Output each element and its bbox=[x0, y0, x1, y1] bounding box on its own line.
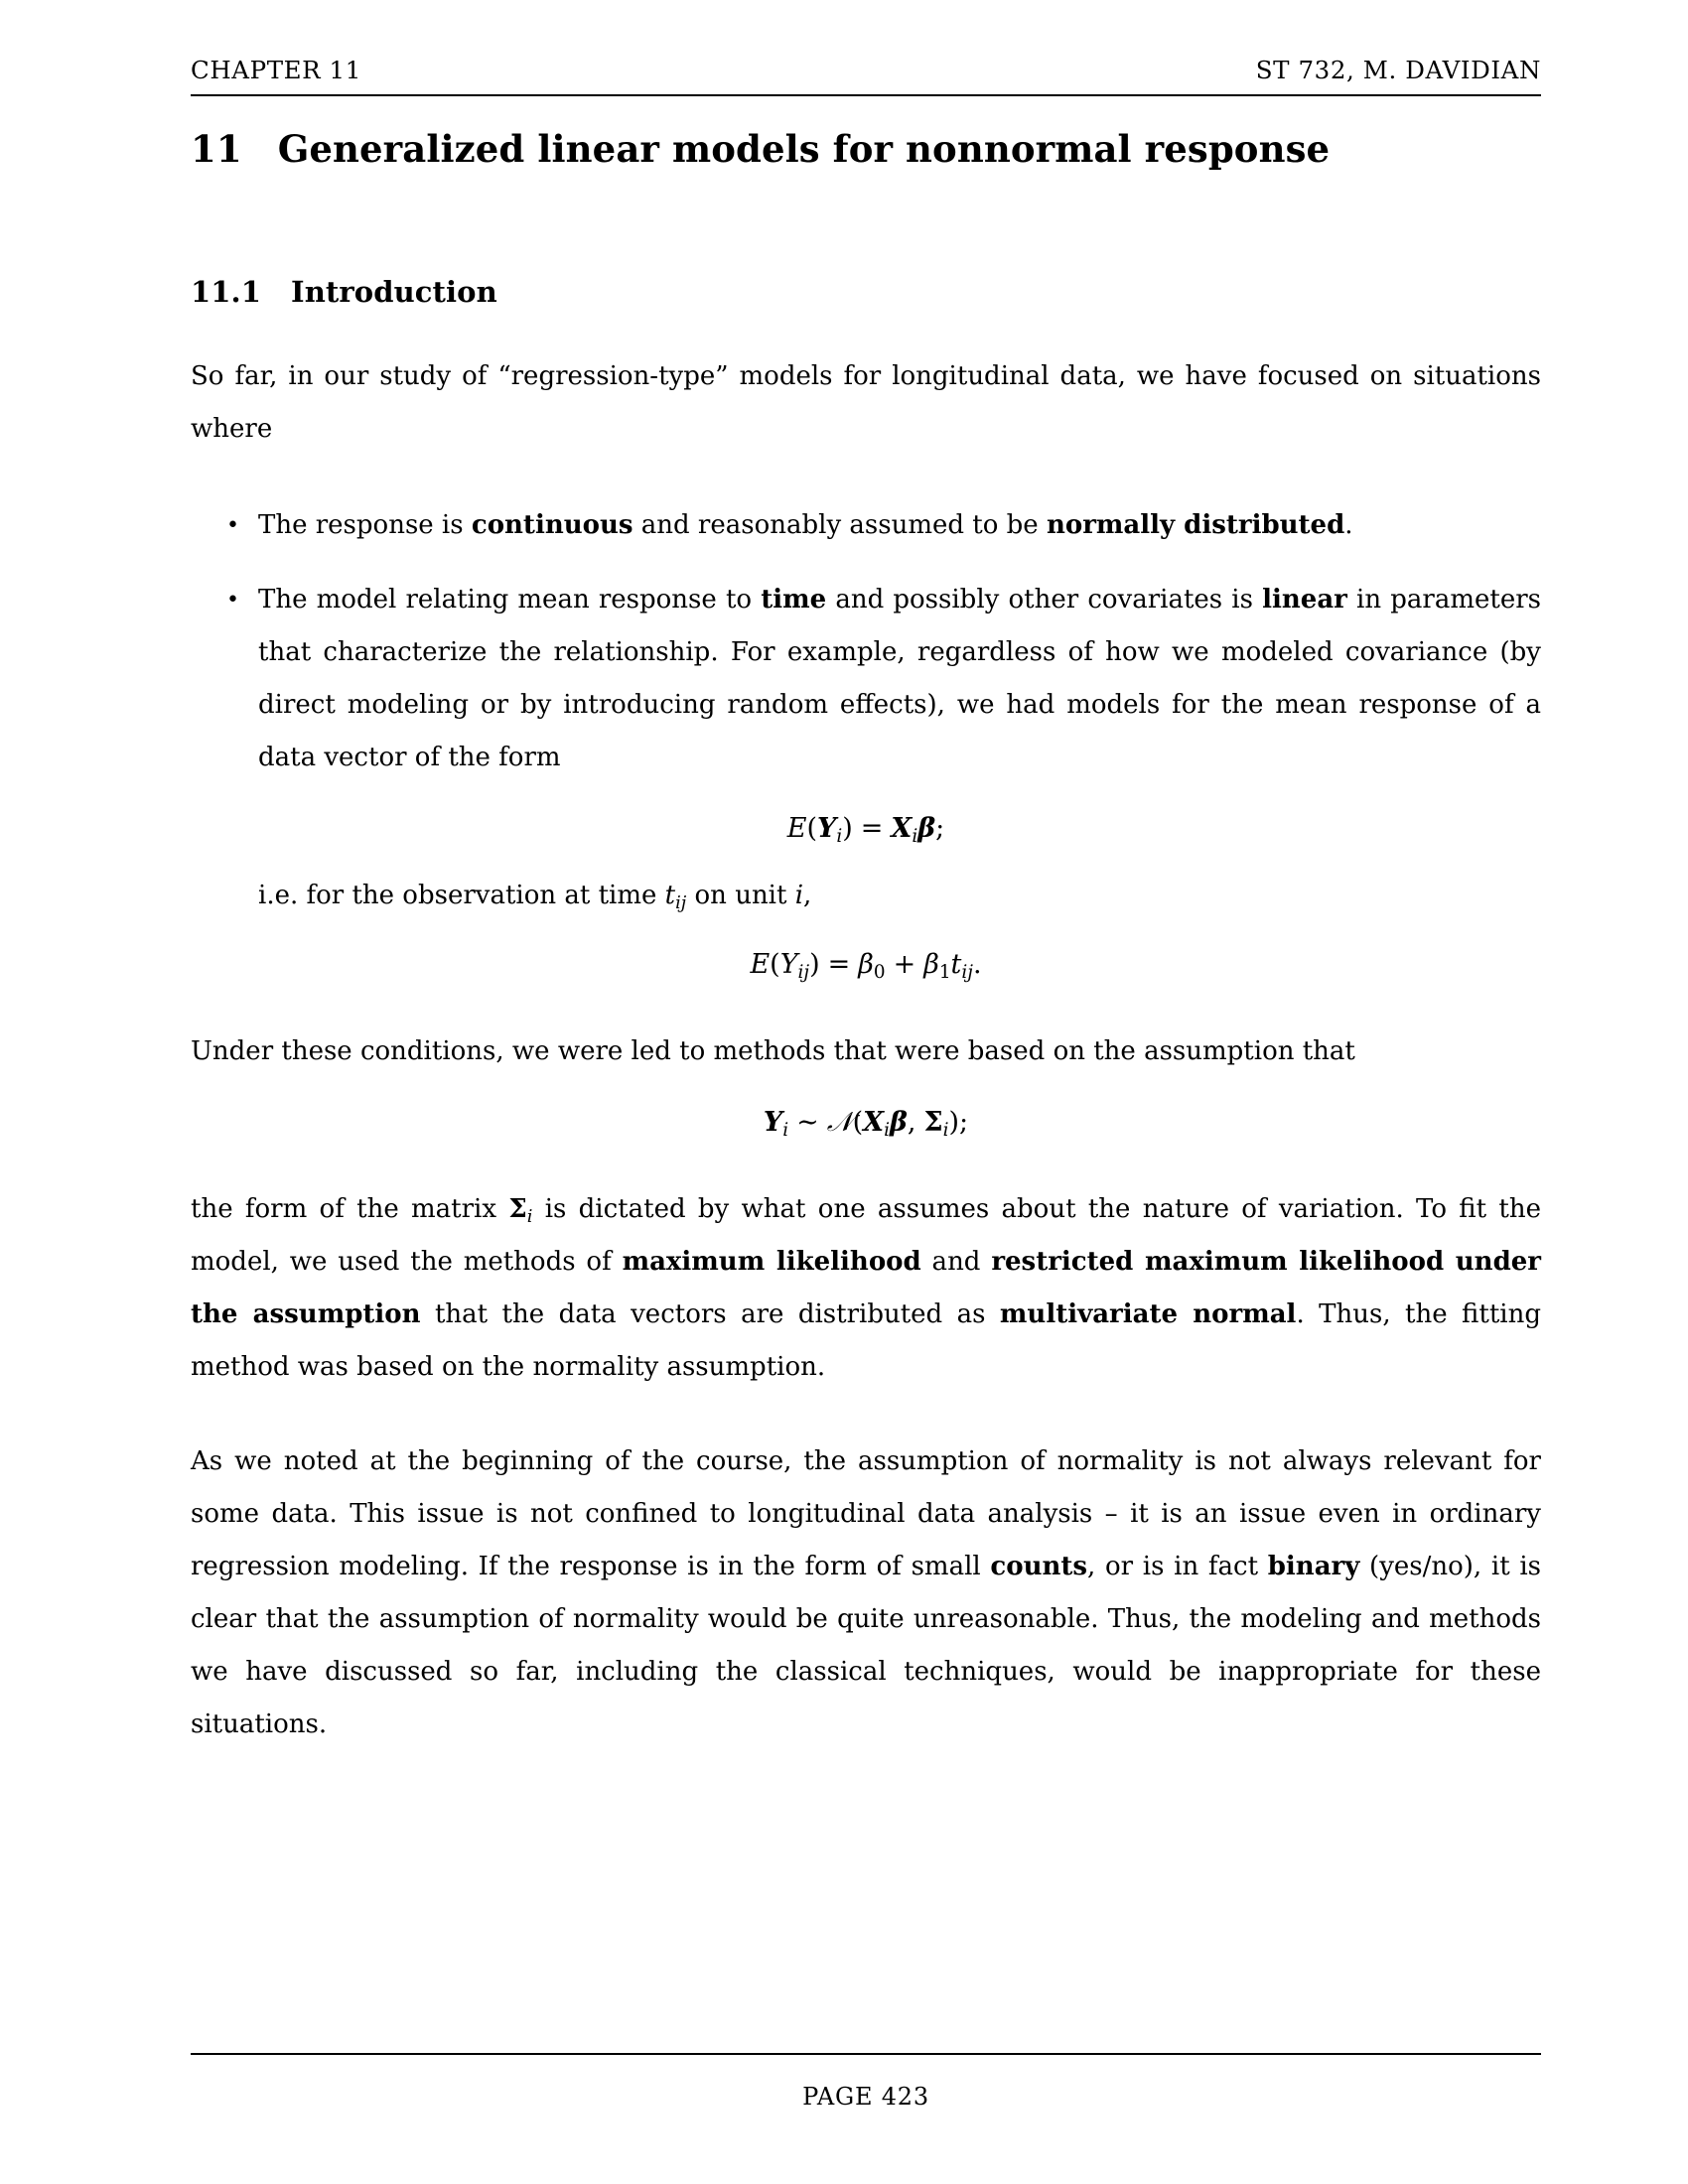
eq2-beta0: β bbox=[858, 949, 874, 981]
page-footer bbox=[191, 2053, 1541, 2111]
matrix-para-seg-7: that the data vectors are distributed as bbox=[420, 1298, 1000, 1329]
chapter-number: 11 bbox=[191, 127, 242, 171]
eq1-X: X bbox=[891, 813, 913, 845]
eq3-sim: ∼ bbox=[796, 1106, 819, 1138]
eq3-beta: β bbox=[889, 1106, 908, 1138]
bullet-2-bold-time: time bbox=[761, 585, 827, 615]
eq2-sub-0: 0 bbox=[873, 962, 886, 984]
bullet-2-seg-0: The model relating mean response to bbox=[258, 585, 762, 615]
page-number: PAGE 423 bbox=[802, 2083, 929, 2111]
intro-paragraph: So far, in our study of “regression-type” models for longitudinal data, we have focused on situations where bbox=[191, 361, 1541, 445]
eq1-beta: β bbox=[917, 813, 936, 845]
header-rule bbox=[191, 94, 1541, 96]
matrix-para-bold-reml: restricted maximum likelihood under the assumption bbox=[191, 1246, 1541, 1329]
eq2-t: t bbox=[950, 949, 962, 981]
eq2-E: E bbox=[750, 949, 771, 981]
eq3-comma: , bbox=[907, 1106, 916, 1138]
eq2-beta1: β bbox=[923, 949, 939, 981]
eq1-lparen: ( bbox=[806, 813, 818, 845]
matrix-form-paragraph bbox=[191, 1183, 1541, 1394]
eq3-sub-i3: i bbox=[942, 1119, 949, 1141]
matrix-para-bold-ml: maximum likelihood bbox=[622, 1246, 921, 1277]
matrix-para-seg-5: and bbox=[920, 1246, 992, 1277]
eq3-lparen: ( bbox=[852, 1106, 864, 1138]
eq3-cal-N: 𝒩 bbox=[826, 1106, 853, 1138]
eq3-Y: Y bbox=[763, 1106, 783, 1138]
bullet-1-seg-2: and reasonably assumed to be bbox=[633, 510, 1047, 541]
bullet-text-2 bbox=[258, 574, 1541, 784]
matrix-para-bold-mvn: multivariate normal bbox=[999, 1298, 1297, 1329]
bullet-1-seg-0: The response is bbox=[258, 510, 472, 541]
assumption-bullet-list bbox=[191, 499, 1541, 784]
matrix-para-sigma-sub: i bbox=[526, 1206, 533, 1227]
eq1-equals: = bbox=[860, 813, 884, 845]
page-title bbox=[191, 126, 1541, 172]
eq3-semicolon: ; bbox=[958, 1106, 969, 1138]
equation-mean-scalar bbox=[191, 946, 1541, 984]
normality-discussion-paragraph bbox=[191, 1435, 1541, 1751]
section-heading bbox=[191, 275, 1541, 309]
page-content bbox=[191, 56, 1541, 1751]
eq1-semicolon: ; bbox=[935, 813, 945, 845]
eq2-rparen: ) bbox=[809, 949, 820, 981]
section-title-text: Introduction bbox=[291, 275, 497, 310]
last-para-bold-binary: binary bbox=[1267, 1551, 1360, 1581]
bullet-1-seg-4: . bbox=[1344, 510, 1353, 541]
eq2-sub-ij2: ij bbox=[961, 962, 973, 984]
matrix-para-seg-9: . Thus, the fitting method was based on the normality assumption. bbox=[191, 1298, 1541, 1382]
eq1-E: E bbox=[786, 813, 807, 845]
eq1-Y: Y bbox=[817, 813, 837, 845]
observation-i: i bbox=[794, 881, 804, 911]
observation-suffix: , bbox=[803, 881, 812, 911]
eq2-period: . bbox=[972, 949, 982, 981]
section-number: 11.1 bbox=[191, 275, 262, 310]
list-item bbox=[191, 499, 1541, 552]
observation-sub-ij: ij bbox=[675, 892, 687, 913]
running-head bbox=[191, 56, 1541, 84]
last-para-seg-0: As we noted at the beginning of the course, the assumption of normality is not always relevant for some data. This issue is not confined to longitudinal data analysis – it is an issue even in ordinary regression modeling. If the response is in the form of small bbox=[191, 1445, 1541, 1581]
running-head-right: ST 732, M. DAVIDIAN bbox=[1255, 56, 1541, 84]
eq2-sub-1: 1 bbox=[938, 962, 951, 984]
observation-t: t bbox=[664, 881, 676, 911]
eq2-equals: = bbox=[827, 949, 851, 981]
observation-prefix: i.e. for the observation at time bbox=[258, 881, 665, 911]
last-para-bold-counts: counts bbox=[990, 1551, 1088, 1581]
footer-rule bbox=[191, 2053, 1541, 2055]
eq3-sub-i: i bbox=[782, 1119, 789, 1141]
bullet-icon: • bbox=[226, 513, 239, 539]
equation-mean-vector bbox=[191, 810, 1541, 848]
bullet-2-bold-linear: linear bbox=[1262, 585, 1347, 615]
eq3-Sigma: Σ bbox=[923, 1106, 943, 1138]
eq1-rparen: ) bbox=[842, 813, 853, 845]
last-para-seg-4: (yes/no), it is clear that the assumption of normality would be quite unreasonable. Thus, the modeling and methods we have discussed so far, including the classical techniques, would be inappropriate for these situations. bbox=[191, 1551, 1541, 1739]
eq1-sub-i2: i bbox=[912, 826, 918, 848]
eq2-Y: Y bbox=[779, 949, 798, 981]
matrix-para-sigma: Σ bbox=[508, 1193, 527, 1224]
eq2-sub-ij: ij bbox=[797, 962, 810, 984]
eq3-sub-i2: i bbox=[884, 1119, 890, 1141]
eq1-sub-i: i bbox=[836, 826, 843, 848]
eq2-plus: + bbox=[893, 949, 916, 981]
chapter-title-text: Generalized linear models for nonnormal response bbox=[277, 127, 1331, 171]
eq3-X: X bbox=[863, 1106, 885, 1138]
bullet-2-seg-2: and possibly other covariates is bbox=[826, 585, 1263, 615]
last-para-seg-2: , or is in fact bbox=[1087, 1551, 1268, 1581]
list-item bbox=[191, 574, 1541, 784]
bullet-1-bold-continuous: continuous bbox=[471, 510, 633, 541]
bullet-icon: • bbox=[226, 588, 239, 614]
running-head-left: CHAPTER 11 bbox=[191, 56, 361, 84]
eq2-lparen: ( bbox=[770, 949, 780, 981]
under-conditions-paragraph: Under these conditions, we were led to methods that were based on the assumption that bbox=[191, 1035, 1355, 1066]
observation-middle: on unit bbox=[686, 881, 795, 911]
bullet-2-seg-4: in parameters that characterize the relationship. For example, regardless of how we modeled covariance (by direct modeling or by introducing random effects), we had models for the mean response of a data vector of the form bbox=[258, 585, 1541, 773]
observation-note bbox=[191, 870, 1541, 922]
matrix-para-seg-0: the form of the matrix bbox=[191, 1193, 509, 1224]
eq3-rparen: ) bbox=[948, 1106, 959, 1138]
matrix-para-seg-3: is dictated by what one assumes about the nature of variation. To fit the model, we used the methods of bbox=[191, 1193, 1541, 1277]
bullet-1-bold-normally-distributed: normally distributed bbox=[1046, 510, 1345, 541]
bullet-text-1 bbox=[258, 499, 1541, 552]
equation-distribution bbox=[191, 1104, 1541, 1142]
